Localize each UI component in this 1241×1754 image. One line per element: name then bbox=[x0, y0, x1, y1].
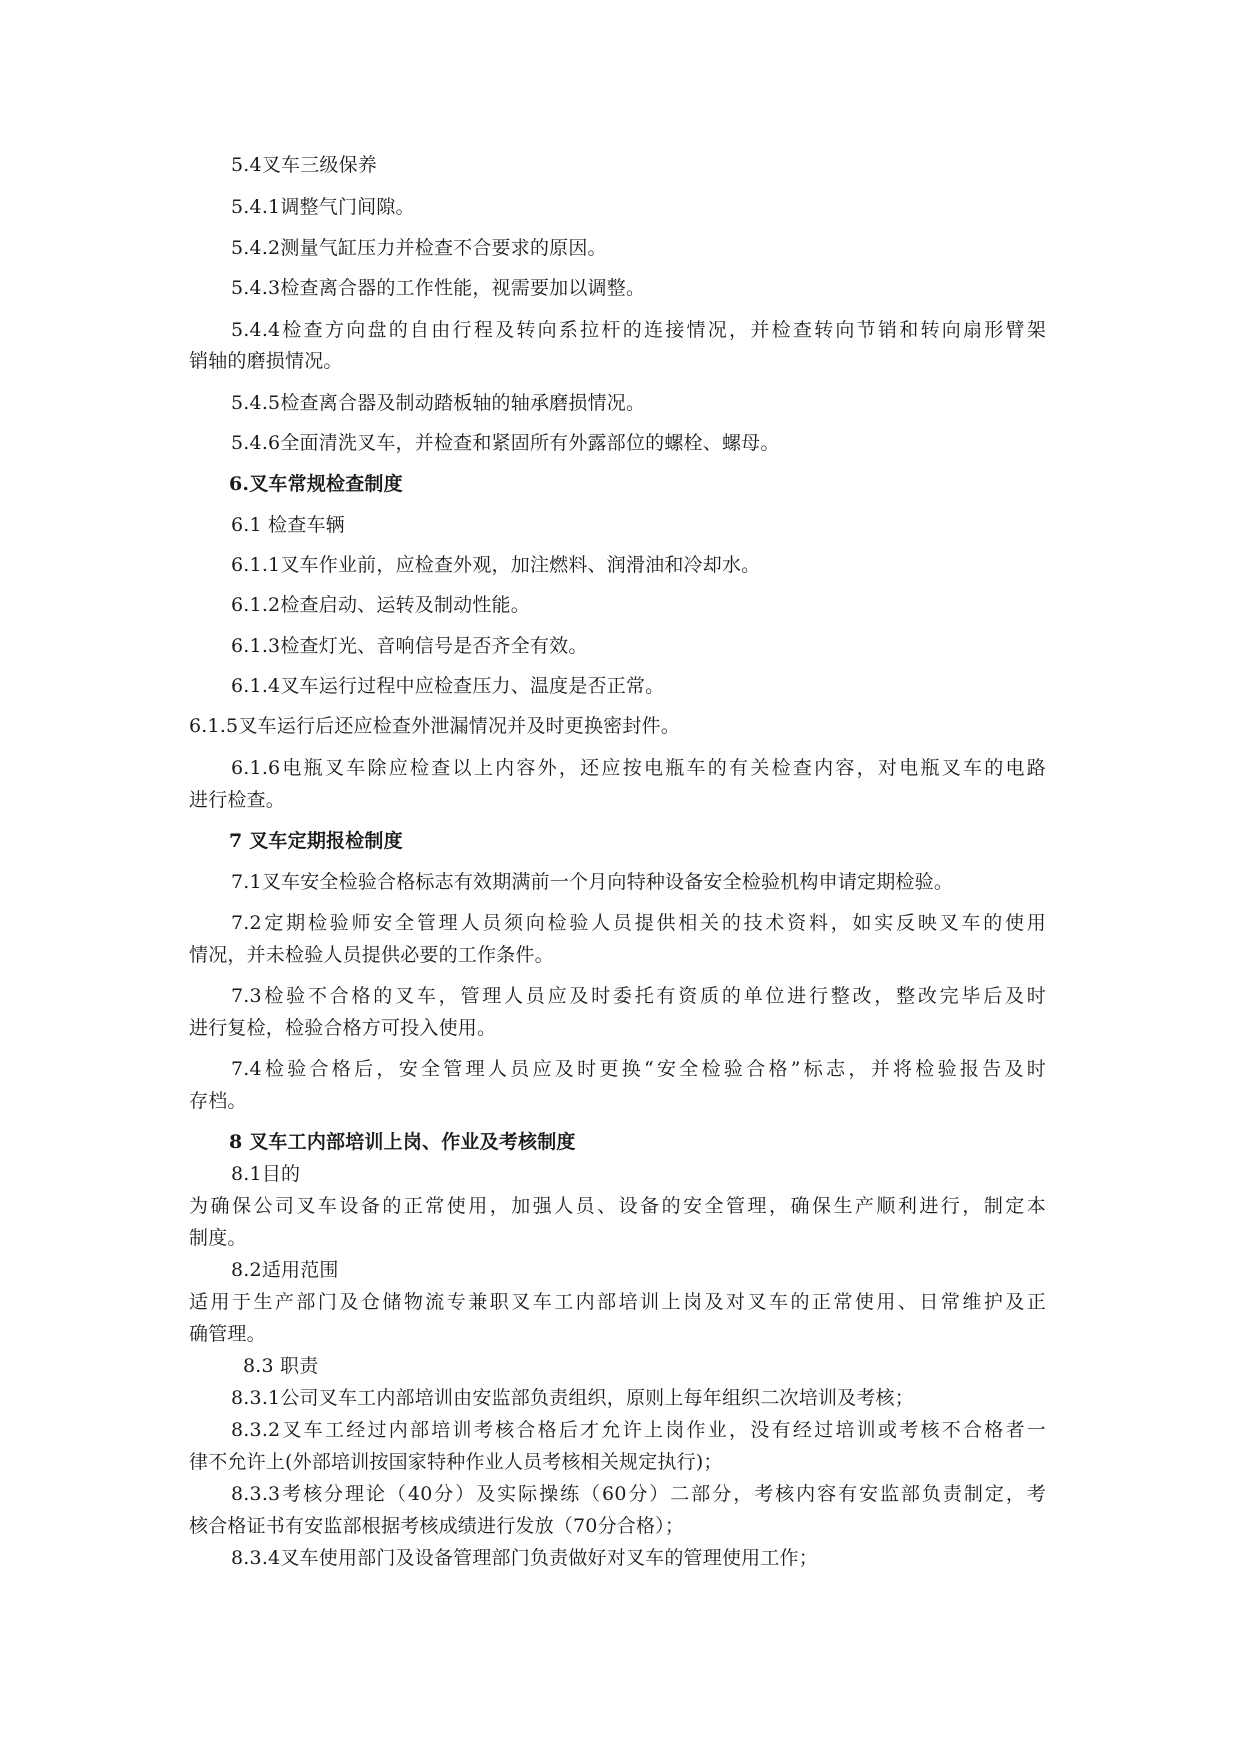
text-line: 8.3.2叉车工经过内部培训考核合格后才允许上岗作业，没有经过培训或考核不合格者一 bbox=[231, 1419, 1046, 1441]
section-heading: 6.叉车常规检查制度 bbox=[229, 473, 403, 495]
text-line: 进行复检，检验合格方可投入使用。 bbox=[189, 1017, 497, 1039]
text-line: 律不允许上(外部培训按国家特种作业人员考核相关规定执行)； bbox=[189, 1451, 723, 1473]
text-line: 8.3.1公司叉车工内部培训由安监部负责组织，原则上每年组织二次培训及考核； bbox=[231, 1387, 914, 1409]
text-line: 6.1.3检查灯光、音响信号是否齐全有效。 bbox=[231, 635, 588, 657]
section-heading: 8 叉车工内部培训上岗、作业及考核制度 bbox=[229, 1131, 576, 1153]
text-line: 为确保公司叉车设备的正常使用，加强人员、设备的安全管理，确保生产顺利进行，制定本 bbox=[189, 1195, 1046, 1217]
text-line: 6.1.6电瓶叉车除应检查以上内容外，还应按电瓶车的有关检查内容，对电瓶叉车的电路 bbox=[231, 757, 1046, 779]
text-line: 5.4.2测量气缸压力并检查不合要求的原因。 bbox=[231, 237, 607, 259]
section-heading: 7 叉车定期报检制度 bbox=[229, 830, 403, 852]
text-line: 7.1叉车安全检验合格标志有效期满前一个月向特种设备安全检验机构申请定期检验。 bbox=[231, 871, 954, 893]
text-line: 6.1.2检查启动、运转及制动性能。 bbox=[231, 594, 530, 616]
text-line: 核合格证书有安监部根据考核成绩进行发放（70分合格）； bbox=[189, 1515, 685, 1537]
text-line: 制度。 bbox=[189, 1227, 247, 1249]
text-line: 6.1.1叉车作业前，应检查外观，加注燃料、润滑油和冷却水。 bbox=[231, 554, 761, 576]
text-line: 5.4叉车三级保养 bbox=[231, 154, 378, 176]
text-line: 8.3.4叉车使用部门及设备管理部门负责做好对叉车的管理使用工作； bbox=[231, 1547, 818, 1569]
text-line: 5.4.5检查离合器及制动踏板轴的轴承磨损情况。 bbox=[231, 392, 646, 414]
text-line: 6.1.5叉车运行后还应检查外泄漏情况并及时更换密封件。 bbox=[189, 715, 680, 737]
text-line: 适用于生产部门及仓储物流专兼职叉车工内部培训上岗及对叉车的正常使用、日常维护及正 bbox=[189, 1291, 1046, 1313]
text-line: 8.2适用范围 bbox=[231, 1259, 339, 1281]
text-line: 5.4.6全面清洗叉车，并检查和紧固所有外露部位的螺栓、螺母。 bbox=[231, 432, 780, 454]
text-line: 存档。 bbox=[189, 1090, 247, 1112]
text-line: 情况，并未检验人员提供必要的工作条件。 bbox=[189, 944, 554, 966]
text-line: 6.1 检查车辆 bbox=[231, 514, 345, 536]
text-line: 进行检查。 bbox=[189, 789, 286, 811]
text-line: 7.3检验不合格的叉车，管理人员应及时委托有资质的单位进行整改，整改完毕后及时 bbox=[231, 985, 1046, 1007]
text-line: 5.4.4检查方向盘的自由行程及转向系拉杆的连接情况，并检查转向节销和转向扇形臂架 bbox=[231, 319, 1046, 341]
text-line: 5.4.3检查离合器的工作性能，视需要加以调整。 bbox=[231, 277, 646, 299]
text-line: 7.2定期检验师安全管理人员须向检验人员提供相关的技术资料，如实反映叉车的使用 bbox=[231, 912, 1046, 934]
text-line: 5.4.1调整气门间隙。 bbox=[231, 196, 415, 218]
text-line: 8.3 职责 bbox=[243, 1355, 319, 1377]
text-line: 7.4检验合格后，安全管理人员应及时更换“安全检验合格”标志，并将检验报告及时 bbox=[231, 1058, 1046, 1080]
text-line: 8.3.3考核分理论（40分）及实际操练（60分）二部分，考核内容有安监部负责制定，考 bbox=[231, 1483, 1046, 1505]
text-line: 6.1.4叉车运行过程中应检查压力、温度是否正常。 bbox=[231, 675, 665, 697]
text-line: 确管理。 bbox=[189, 1323, 266, 1345]
text-line: 销轴的磨损情况。 bbox=[189, 350, 343, 372]
text-line: 8.1目的 bbox=[231, 1163, 301, 1185]
